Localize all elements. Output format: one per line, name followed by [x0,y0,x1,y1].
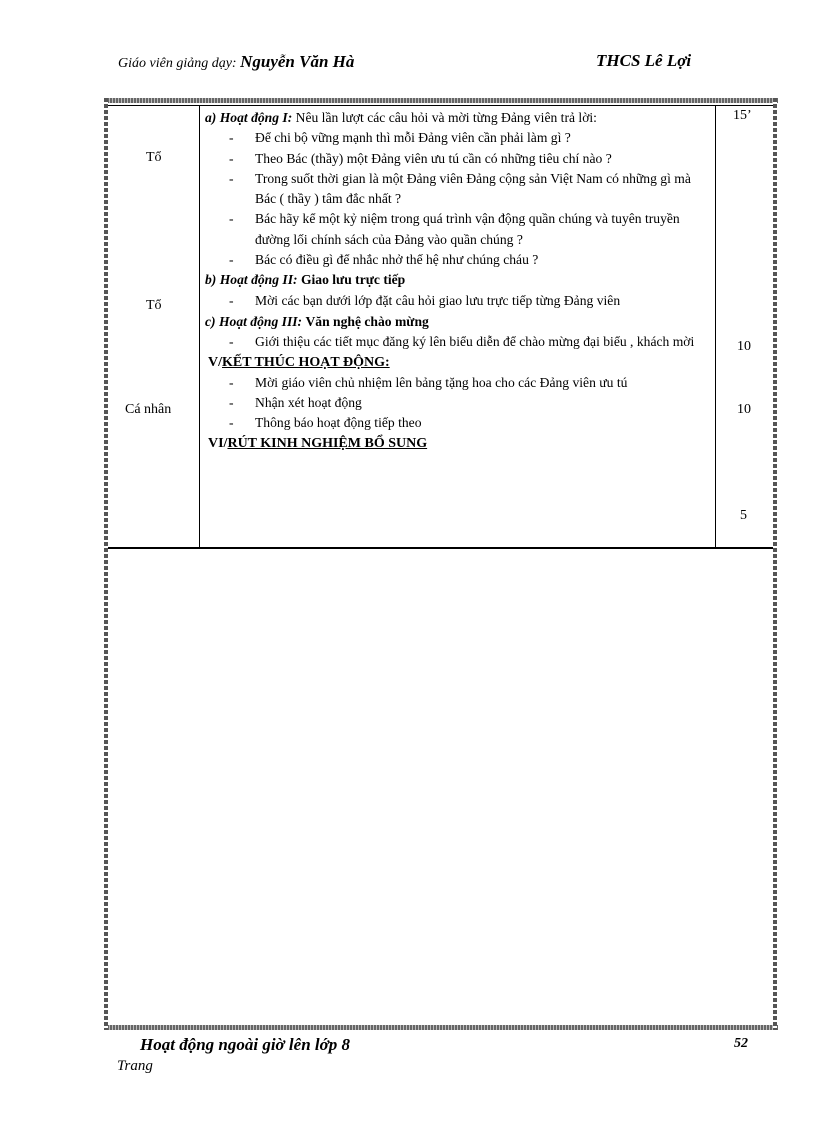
table-top-rule [108,105,773,106]
activity-b-heading [205,270,713,290]
activity-b-title: b) Hoạt động II: [205,272,298,288]
teacher-label: Giáo viên giảng dạy: [118,56,237,71]
section-vi-title: RÚT KINH NGHIỆM BỔ SUNG [227,435,428,451]
activity-content [205,108,713,454]
page-number: 52 [734,1036,748,1051]
time-value: 10 [737,339,751,354]
activity-a-heading [205,108,713,128]
activity-b-text: Giao lưu trực tiếp [300,272,406,288]
group-label-1: Tổ [146,150,162,165]
section-v-heading: V/KẾT THÚC HOẠT ĐỘNG: [208,354,390,370]
col-divider-1 [199,105,200,549]
school-name: THCS Lê Lợi [596,51,692,70]
group-label-3: Cá nhân [125,402,172,417]
activity-a-text: Nêu lần lượt các câu hỏi và mời từng Đảng viên trả lời: [295,110,597,125]
teacher-name: Nguyễn Văn Hà [240,52,355,71]
activity-a-title: a) Hoạt động I: [205,110,293,125]
footer-trang: Trang [117,1058,153,1074]
section-vi-heading: VI/RÚT KINH NGHIỆM BỔ SUNG [208,435,428,451]
list-item: - Bác có điều gì để nhắc nhở thế hệ như chúng cháu ? [229,252,539,268]
right-border [773,98,777,1030]
list-item: - Để chi bộ vững mạnh thì mỗi Đảng viên cần phải làm gì ? [229,130,571,146]
list-item: - Mời các bạn dưới lớp đặt câu hỏi giao lưu trực tiếp từng Đảng viên [229,292,621,308]
list-item: - Nhận xét hoạt động [229,395,362,411]
list-item: - Giới thiệu các tiết mục đăng ký lên biểu diễn để chào mừng đại biểu , khách mời [229,334,695,350]
footer-title: Hoạt động ngoài giờ lên lớp 8 [140,1035,350,1054]
list-item: - Trong suốt thời gian là một Đảng viên Đảng cộng sản Việt Nam có những gì mà Bác ( thầy ) tâm đắc nhất ? [229,170,691,207]
list-item: - Mời giáo viên chủ nhiệm lên bảng tặng hoa cho các Đảng viên ưu tú [229,374,628,390]
activity-c-title: c) Hoạt động III: [205,313,303,329]
list-item: - Theo Bác (thầy) một Đảng viên ưu tú cần có những tiêu chí nào ? [229,150,612,166]
activity-c-text: Văn nghệ chào mừng [305,313,429,329]
time-value: 10 [737,402,751,417]
col-divider-2 [715,105,716,549]
time-value: 5 [740,508,747,523]
table-bottom-rule [108,547,773,549]
top-border [104,98,778,103]
list-item: - Bác hãy kể một kỷ niệm trong quá trình vận động quần chúng và tuyên truyền đường lối chính sách của Đảng vào quần chúng ? [229,211,680,247]
time-value: 15’ [733,108,752,123]
list-item: - Thông báo hoạt động tiếp theo [229,415,422,431]
bottom-border [104,1025,778,1030]
left-border [104,98,108,1030]
teacher-line [118,52,354,72]
section-v-title: KẾT THÚC HOẠT ĐỘNG: [222,354,390,370]
group-label-2: Tổ [146,298,162,313]
activity-c-heading [205,312,713,332]
